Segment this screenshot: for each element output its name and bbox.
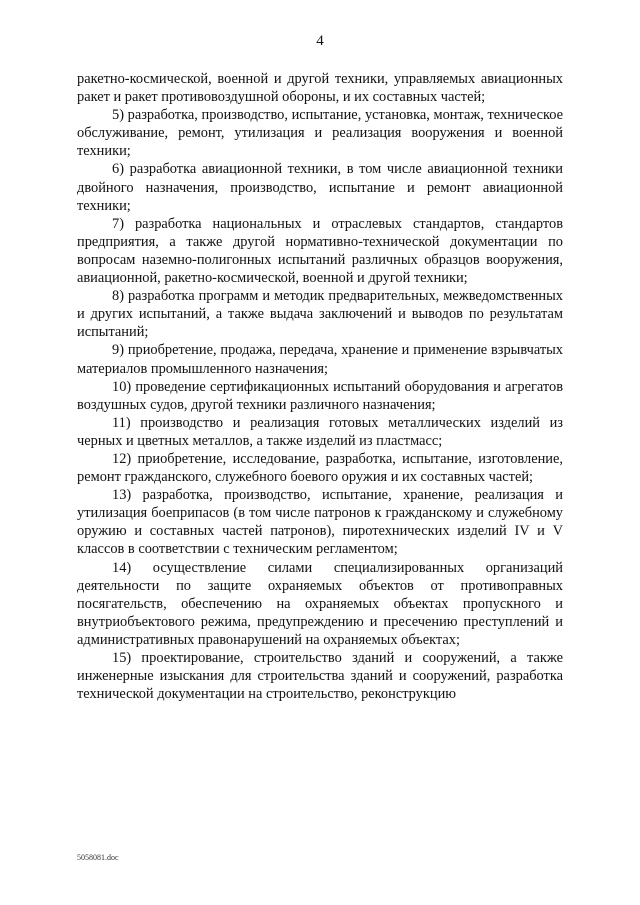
list-item-10: 10) проведение сертификационных испытаний оборудования и агрегатов воздушных судов, другой техники различного назначения;: [77, 378, 563, 413]
document-body: [77, 70, 563, 703]
list-item-9: 9) приобретение, продажа, передача, хранение и применение взрывчатых материалов промышленного назначения;: [77, 342, 563, 377]
list-item-5: 5) разработка, производство, испытание, установка, монтаж, техническое обслуживание, ремонт, утилизация и реализация вооружения и военной техники;: [77, 107, 563, 160]
file-reference-footer: 5058081.doc: [77, 853, 119, 862]
page-number: 4: [316, 33, 324, 49]
list-item-14: 14) осуществление силами специализированных организаций деятельности по защите охраняемых объектов от противоправных посягательств, обеспечению на охраняемых объектах пропускного и внутриобъектового режима, предупреждению и пресечению преступлений и административных правонарушений на охраняемых объектах;: [77, 559, 563, 648]
continuation-paragraph: ракетно-космической, военной и другой техники, управляемых авиационных ракет и ракет противовоздушной обороны, и их составных частей;: [77, 71, 563, 106]
list-item-8: 8) разработка программ и методик предварительных, межведомственных и других испытаний, а также выдача заключений и выводов по результатам испытаний;: [77, 288, 563, 341]
list-item-15: 15) проектирование, строительство зданий и сооружений, а также инженерные изыскания для строительства зданий и сооружений, разработка технической документации на строительство, реконструкцию: [77, 650, 563, 703]
list-item-6: 6) разработка авиационной техники, в том числе авиационной техники двойного назначения, производство, испытание и ремонт авиационной техники;: [77, 161, 563, 214]
list-item-12: 12) приобретение, исследование, разработка, испытание, изготовление, ремонт гражданского, служебного боевого оружия и их составных частей;: [77, 450, 563, 486]
list-item-13: 13) разработка, производство, испытание, хранение, реализация и утилизация боеприпасов (в том числе патронов к гражданскому и служебному оружию и составных частей патронов), пиротехнических изделий IV и V классов в соответствии с техническим регламентом;: [77, 487, 563, 558]
list-item-7: 7) разработка национальных и отраслевых стандартов, стандартов предприятия, а также другой нормативно-технической документации по вопросам наземно-полигонных испытаний различных образцов вооружения, авиационной, ракетно-космической, военной и другой техники;: [77, 215, 563, 287]
list-item-11: 11) производство и реализация готовых металлических изделий из черных и цветных металлов, а также изделий из пластмасс;: [77, 414, 563, 449]
